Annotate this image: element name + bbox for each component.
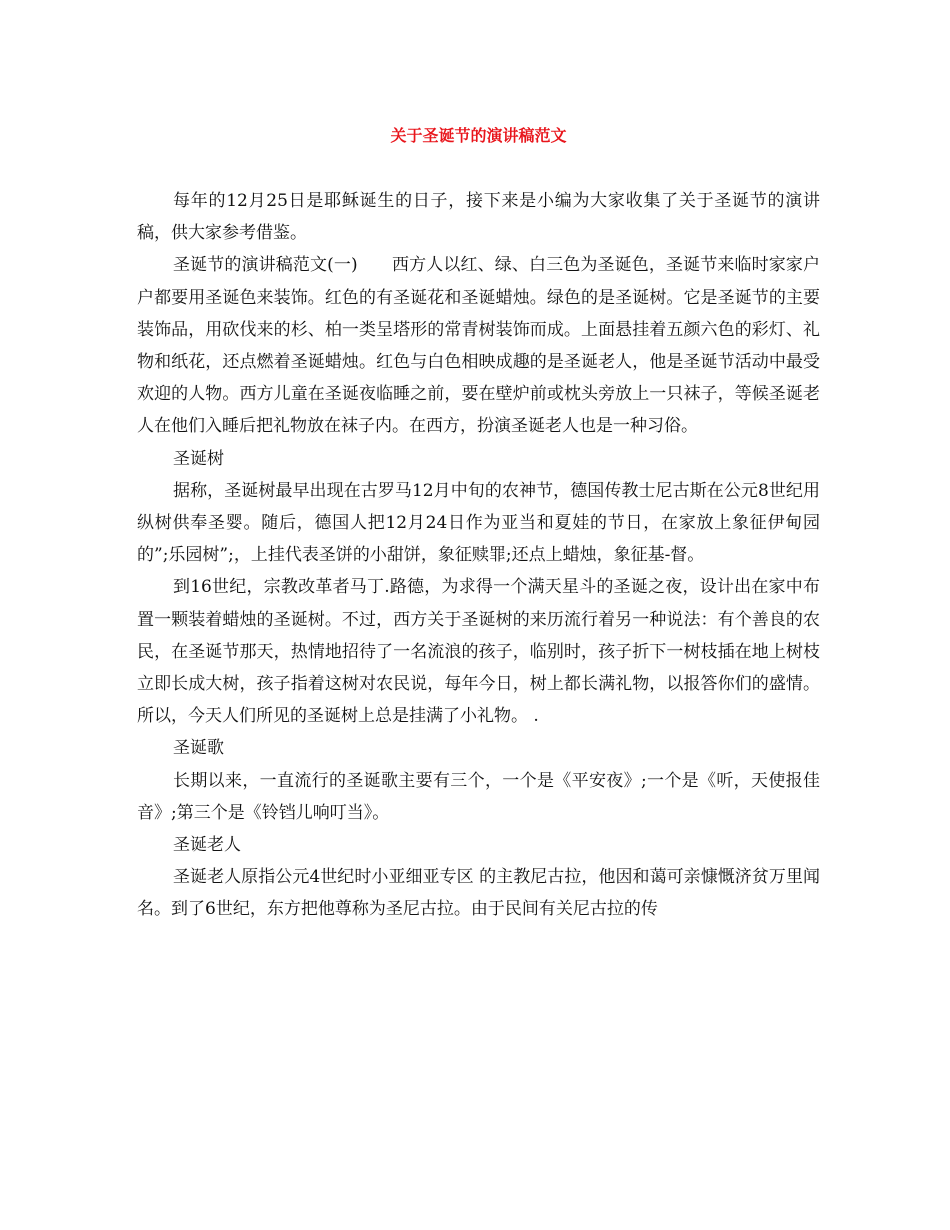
paragraph-speech-one: 圣诞节的演讲稿范文(一) 西方人以红、绿、白三色为圣诞色，圣诞节来临时家家户户都要用圣诞色来装饰。红色的有圣诞花和圣诞蜡烛。绿色的是圣诞树。它是圣诞节的主要装饰品，用砍伐来的杉、柏一类呈塔形的常青树装饰而成。上面悬挂着五颜六色的彩灯、礼物和纸花，还点燃着圣诞蜡烛。红色与白色相映成趣的是圣诞老人，他是圣诞节活动中最受欢迎的人物。西方儿童在圣诞夜临睡之前，要在壁炉前或枕头旁放上一只袜子，等候圣诞老人在他们入睡后把礼物放在袜子内。在西方，扮演圣诞老人也是一种习俗。 — [137, 255, 820, 437]
paragraph-intro: 每年的12月25日是耶稣诞生的日子，接下来是小编为大家收集了关于圣诞节的演讲稿，供大家参考借鉴。 — [137, 191, 820, 244]
paragraph-tree-legend: 到16世纪，宗教改革者马丁.路德，为求得一个满天星斗的圣诞之夜，设计出在家中布置一颗装着蜡烛的圣诞树。不过，西方关于圣诞树的来历流行着另一种说法：有个善良的农民，在圣诞节那天，热情地招待了一名流浪的孩子，临别时，孩子折下一树枝插在地上树枝立即长成大树，孩子指着这树对农民说，每年今日，树上都长满礼物，以报答你们的盛情。所以，今天人们所见的圣诞树上总是挂满了小礼物。 . — [137, 577, 820, 727]
paragraph-santa: 圣诞老人原指公元4世纪时小亚细亚专区 的主教尼古拉，他因和蔼可亲慷慨济贫万里闻名。到了6世纪，东方把他尊称为圣尼古拉。由于民间有关尼古拉的传 — [137, 867, 820, 920]
document-body — [137, 185, 820, 926]
section-heading-christmas-songs: 圣诞歌 — [173, 738, 224, 759]
section-heading-santa-claus: 圣诞老人 — [173, 835, 241, 856]
section-heading-christmas-tree: 圣诞树 — [173, 448, 224, 469]
paragraph-songs: 长期以来，一直流行的圣诞歌主要有三个，一个是《平安夜》;一个是《听，天使报佳音》;第三个是《铃铛儿响叮当》。 — [137, 770, 820, 823]
document-title: 关于圣诞节的演讲稿范文 — [390, 126, 567, 145]
paragraph-tree-origin: 据称，圣诞树最早出现在古罗马12月中旬的农神节，德国传教士尼古斯在公元8世纪用纵树供奉圣婴。随后，德国人把12月24日作为亚当和夏娃的节日，在家放上象征伊甸园的”;乐园树”;，上挂代表圣饼的小甜饼，象征赎罪;还点上蜡烛，象征基-督。 — [137, 480, 820, 566]
